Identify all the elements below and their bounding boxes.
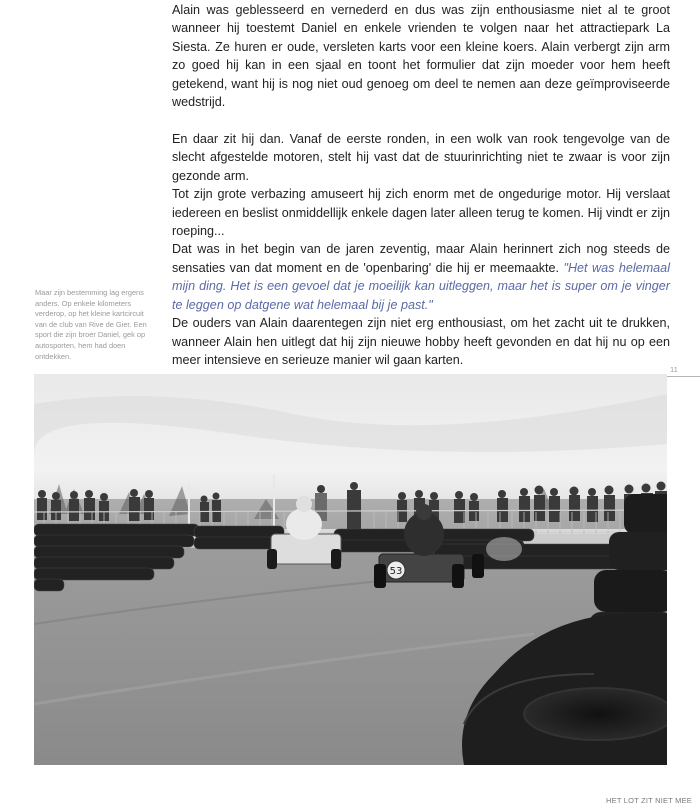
kart-number: 53	[389, 566, 403, 577]
karting-photo	[34, 374, 667, 765]
paragraph-2: En daar zit hij dan. Vanaf de eerste ronden, in een wolk van rook tengevolge van de slecht afgestelde motoren, stelt hij vast dat de stuurinrichting niet te zwaar is voor zijn gezonde arm.	[172, 132, 670, 183]
paragraph-1: Alain was geblesseerd en vernederd en dus was zijn enthousiasme niet al te groot wanneer hij toestemt Daniel en enkele vrienden te volgen naar het attractiepark La Siesta. Ze huren er oude, versleten karts voor een kleine koers. Alain verbergt zijn arm zo goed hij kan in een sjaal en toont het formulier dat zijn moeder voor hem heeft getekend, want hij is nog niet oud genoeg om deel te nemen aan deze geïmproviseerde wedstrijd.	[172, 3, 670, 110]
page-number: 11	[670, 365, 678, 374]
paragraph-4	[172, 240, 670, 314]
side-note: Maar zijn bestemming lag ergens anders. Op enkele kilometers verderop, op het kleine kartcircuit van de club van Rive de Gier. Een sport die zijn broer Daniel, gek op autosporten, hem had doen ontdekken.	[35, 288, 147, 361]
paragraph-5: De ouders van Alain daarentegen zijn niet erg enthousiast, om het zacht uit te drukken, wanneer Alain hen uitlegt dat hij zijn nieuwe hobby heeft gevonden en dat hij nu op een meer intensieve en serieuze manier wil gaan karten.	[172, 316, 670, 367]
pull-quote: "Het was helemaal mijn ding. Het is een gevoel dat je moeilijk kan uitleggen, maar het is super om je vinger te leggen op datgene wat helemaal bij je past."	[172, 260, 670, 312]
running-footer: HET LOT ZIT NIET MEE	[606, 796, 692, 805]
paragraph-3: Tot zijn grote verbazing amuseert hij zich enorm met de ongedurige motor. Hij verslaat iedereen en beslist onmiddellijk enkele dagen later alleen terug te komen. Hij vindt er zijn roeping...	[172, 187, 670, 239]
page-number-rule	[667, 376, 700, 377]
paragraph-4-lead: Dat was in het begin van de jaren zeventig, maar Alain herinnert zich nog steeds de sensaties van dat moment en de 'openbaring' die hij er meemaakte.	[172, 242, 670, 275]
main-article-text	[172, 1, 670, 369]
